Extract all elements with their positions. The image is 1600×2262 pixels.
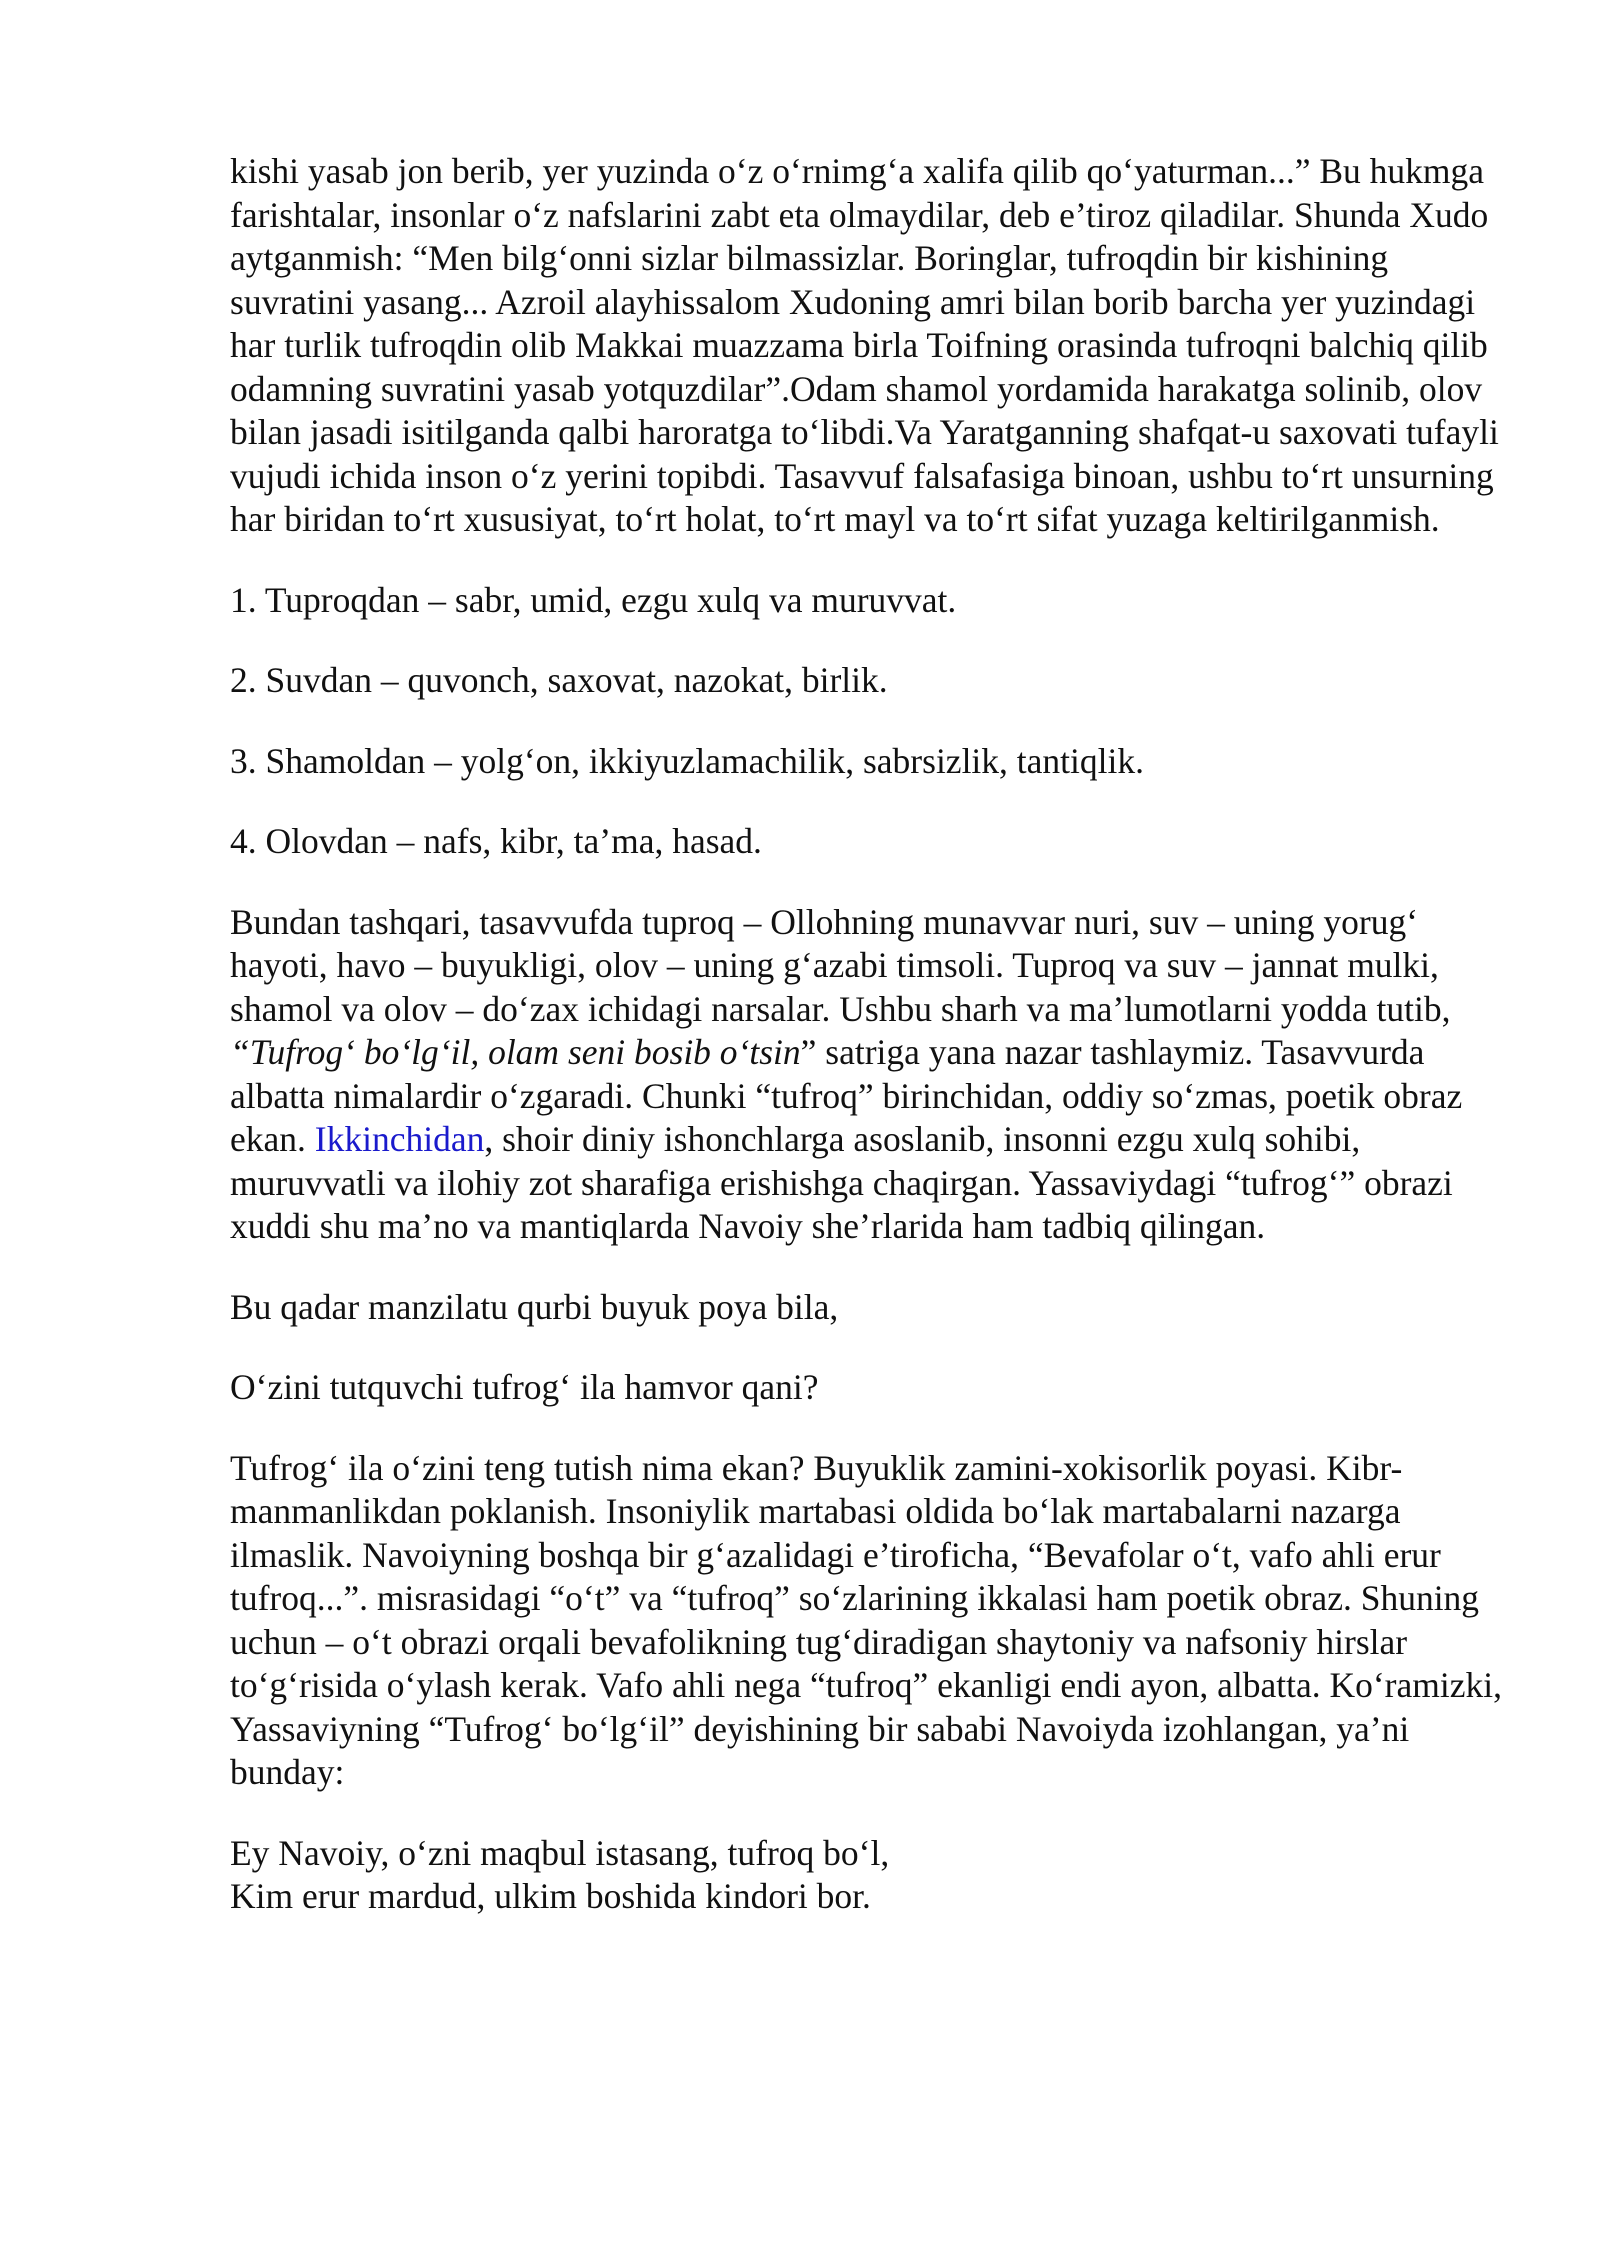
paragraph-tasavvuf-part-3: , shoir diniy ishonchlarga asoslanib, insonni ezgu xulq sohibi, muruvvatli va ilohiy zot sharafiga erishishga chaqirgan. Yassaviydagi “tufrog‘” obrazi xuddi shu ma’no va mantiqlarda Navoiy she’rlarida ham tadbiq qilingan. <box>230 1119 1453 1246</box>
list-item-water: 2. Suvdan – quvonch, saxovat, nazokat, birlik. <box>230 660 888 700</box>
paragraph-tasavvuf-part-2: ” satriga yana nazar tashlaymiz. Tasavvurda albatta nimalardir o‘zgaradi. Chunki “tufroq” birinchidan, oddiy so‘zmas, poetik obraz ekan. <box>230 1032 1463 1159</box>
italic-quote: “Tufrog‘ bo‘lg‘il, olam seni bosib o‘tsin <box>230 1032 801 1072</box>
paragraph-tasavvuf-part-1: Bundan tashqari, tasavvufda tuproq – Ollohning munavvar nuri, suv – uning yorug‘ hayoti, havo – buyukligi, olov – uning g‘azabi timsoli. Tuproq va suv – jannat mulki, shamol va olov – do‘zax ichidagi narsalar. Ushbu sharh va ma’lumotlarni yodda tutib, <box>230 901 1451 1029</box>
list-item-earth: 1. Tuproqdan – sabr, umid, ezgu xulq va muruvvat. <box>230 579 957 620</box>
ikkinchidan-link[interactable]: Ikkinchidan <box>314 1119 485 1159</box>
paragraph-tufrog: Tufrog‘ ila o‘zini teng tutish nima ekan? Buyuklik zamini-xokisorlik poyasi. Kibr-manmanlikdan poklanish. Insoniylik martabasi oldida bo‘lak martabalarni nazarga ilmaslik. Navoiyning boshqa bir g‘azalidagi e’tiroficha, “Bevafolar o‘t, vafo ahli erur tufroq...”. misrasidagi “o‘t” va “tufroq” so‘zlarining ikkalasi ham poetik obraz. Shuning uchun – o‘t obrazi orqali bevafolikning tug‘diradigan shaytoniy va nafsoniy hirslar to‘g‘risida o‘ylash kerak. Vafo ahli nega “tufroq” ekanligi endi ayon, albatta. Ko‘ramizki, Yassaviyning “Tufrog‘ bo‘lg‘il” deyishining bir sababi Navoiyda izohlangan, ya’ni bunday: <box>230 1447 1502 1792</box>
list-item-wind: 3. Shamoldan – yolg‘on, ikkiyuzlamachilik, sabrsizlik, tantiqlik. <box>230 740 1144 781</box>
verse-2-line-1: Ey Navoiy, o‘zni maqbul istasang, tufroq bo‘l, <box>230 1832 890 1873</box>
paragraph-intro: kishi yasab jon berib, yer yuzinda o‘z o‘rnimg‘a xalifa qilib qo‘yaturman...” Bu hukmga farishtalar, insonlar o‘z nafslarini zabt eta olmaydilar, deb e’tiroz qiladilar. Shunda Xudo aytganmish: “Men bilg‘onni sizlar bilmassizlar. Boringlar, tufroqdin bir kishining suvratini yasang... Azroil alayhissalom Xudoning amri bilan borib barcha yer yuzindagi har turlik tufroqdin olib Makkai muazzama birla Toifning orasinda tufroqni balchiq qilib odamning suvratini yasab yotquzdilar”.Odam shamol yordamida harakatga solinib, olov bilan jasadi isitilganda qalbi haroratga to‘libdi.Va Yaratganning shafqat-u saxovati tufayli vujudi ichida inson o‘z yerini topibdi. Tasavvuf falsafasiga binoan, ushbu to‘rt unsurning har biridan to‘rt xususiyat, to‘rt holat, to‘rt mayl va to‘rt sifat yuzaga keltirilganmish. <box>230 151 1499 539</box>
verse-1-line-2: O‘zini tutquvchi tufrog‘ ila hamvor qani? <box>230 1367 819 1407</box>
document-page <box>230 150 1520 1956</box>
verse-2-line-2: Kim erur mardud, ulkim boshida kindori bor. <box>230 1876 871 1916</box>
list-item-fire: 4. Olovdan – nafs, kibr, ta’ma, hasad. <box>230 821 762 861</box>
verse-2 <box>230 1832 1520 1919</box>
verse-1-line-1: Bu qadar manzilatu qurbi buyuk poya bila, <box>230 1286 839 1327</box>
paragraph-tasavvuf <box>230 901 1520 1249</box>
